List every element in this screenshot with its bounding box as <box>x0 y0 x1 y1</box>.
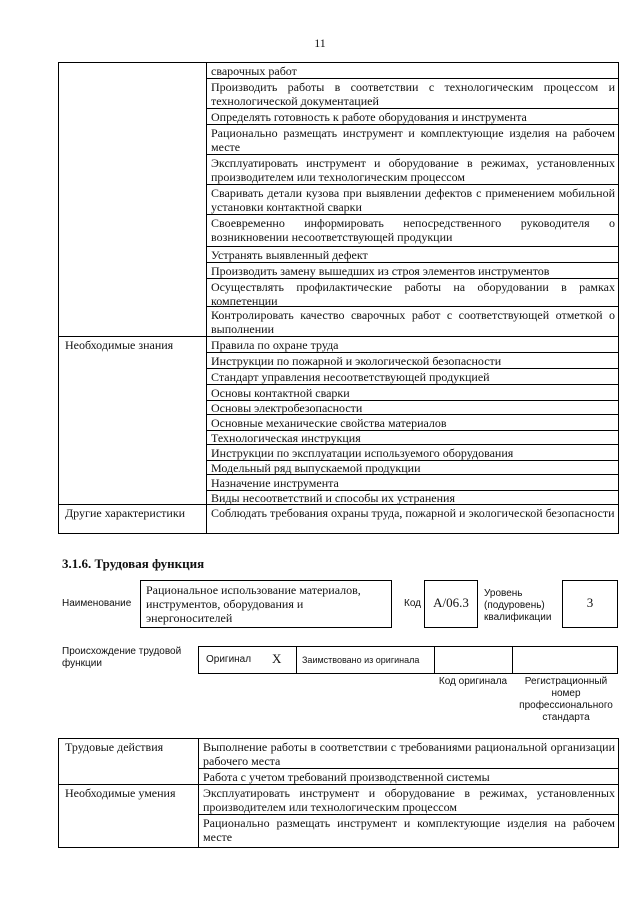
skill-row: Эксплуатировать инструмент и оборудование в режимах, установленных производителем или технологическим процессом <box>211 156 615 184</box>
original-mark: X <box>272 651 282 666</box>
skill-row: Контролировать качество сварочных работ с соответствующей отметкой о выполнении <box>211 308 615 336</box>
skills-label: Необходимые умения <box>65 786 176 800</box>
knowledge-row: Правила по охране труда <box>211 338 339 352</box>
code-label: Код <box>404 598 422 609</box>
skill-row: Производить замену вышедших из строя элементов инструментов <box>211 264 550 278</box>
reg-number-label: Регистрационный номер профессионального стандарта <box>519 676 613 723</box>
knowledge-row: Основы контактной сварки <box>211 386 350 400</box>
code-value: A/06.3 <box>433 595 469 610</box>
knowledge-row: Основы электробезопасности <box>211 401 363 415</box>
knowledge-row: Технологическая инструкция <box>211 431 361 445</box>
action-row: Работа с учетом требований производственной системы <box>203 770 490 784</box>
page-number: 11 <box>314 36 326 50</box>
other-text: Соблюдать требования охраны труда, пожарной и экологической безопасности <box>211 506 615 520</box>
level-label: Уровень (подуровень) квалификации <box>484 588 552 623</box>
knowledge-row: Инструкции по эксплуатации используемого оборудования <box>211 446 514 460</box>
knowledge-row: Стандарт управления несоответствующей продукцией <box>211 370 490 384</box>
skill-row: Производить работы в соответствии с технологическим процессом и технологической документацией <box>211 80 615 108</box>
section-heading: 3.1.6. Трудовая функция <box>62 556 205 571</box>
knowledge-label: Необходимые знания <box>65 338 174 352</box>
knowledge-row: Виды несоответствий и способы их устранения <box>211 491 455 505</box>
other-label: Другие характеристики <box>65 506 186 520</box>
skill-row: Сваривать детали кузова при выявлении дефектов с применением мобильной установки контактной сварки <box>211 186 615 214</box>
knowledge-row: Модельный ряд выпускаемой продукции <box>211 461 421 475</box>
origin-label: Происхождение трудовой функции <box>62 646 182 669</box>
skill-row: Устранять выявленный дефект <box>211 248 368 262</box>
borrowed-label: Заимствовано из оригинала <box>302 655 420 665</box>
knowledge-row: Основные механические свойства материалов <box>211 416 447 430</box>
knowledge-row: Инструкции по пожарной и экологической безопасности <box>211 354 502 368</box>
skill-row: Осуществлять профилактические работы на оборудовании в рамках компетенции <box>211 280 615 308</box>
name-label: Наименование <box>62 598 132 609</box>
level-value: 3 <box>586 595 594 610</box>
skill-row: Эксплуатировать инструмент и оборудование в режимах, установленных производителем или технологическим процессом <box>203 786 615 814</box>
skill-row: Рационально размещать инструмент и комплектующие изделия на рабочем месте <box>203 816 615 844</box>
knowledge-row: Назначение инструмента <box>211 476 339 490</box>
skill-row: Определять готовность к работе оборудования и инструмента <box>211 110 527 124</box>
action-row: Выполнение работы в соответствии с требованиями рациональной организации рабочего места <box>203 740 615 768</box>
code-original-label: Код оригинала <box>438 676 508 687</box>
name-value: Рациональное использование материалов, инструментов, оборудования и энергоносителей <box>146 583 361 625</box>
column-divider <box>206 62 207 534</box>
skill-row: сварочных работ <box>211 64 297 78</box>
actions-label: Трудовые действия <box>65 740 164 754</box>
skill-row: Своевременно информировать непосредственного руководителя о возникновении несоответствующей продукции <box>211 216 615 244</box>
original-label: Оригинал <box>206 654 252 665</box>
skill-row: Рационально размещать инструмент и комплектующие изделия на рабочем месте <box>211 126 615 154</box>
